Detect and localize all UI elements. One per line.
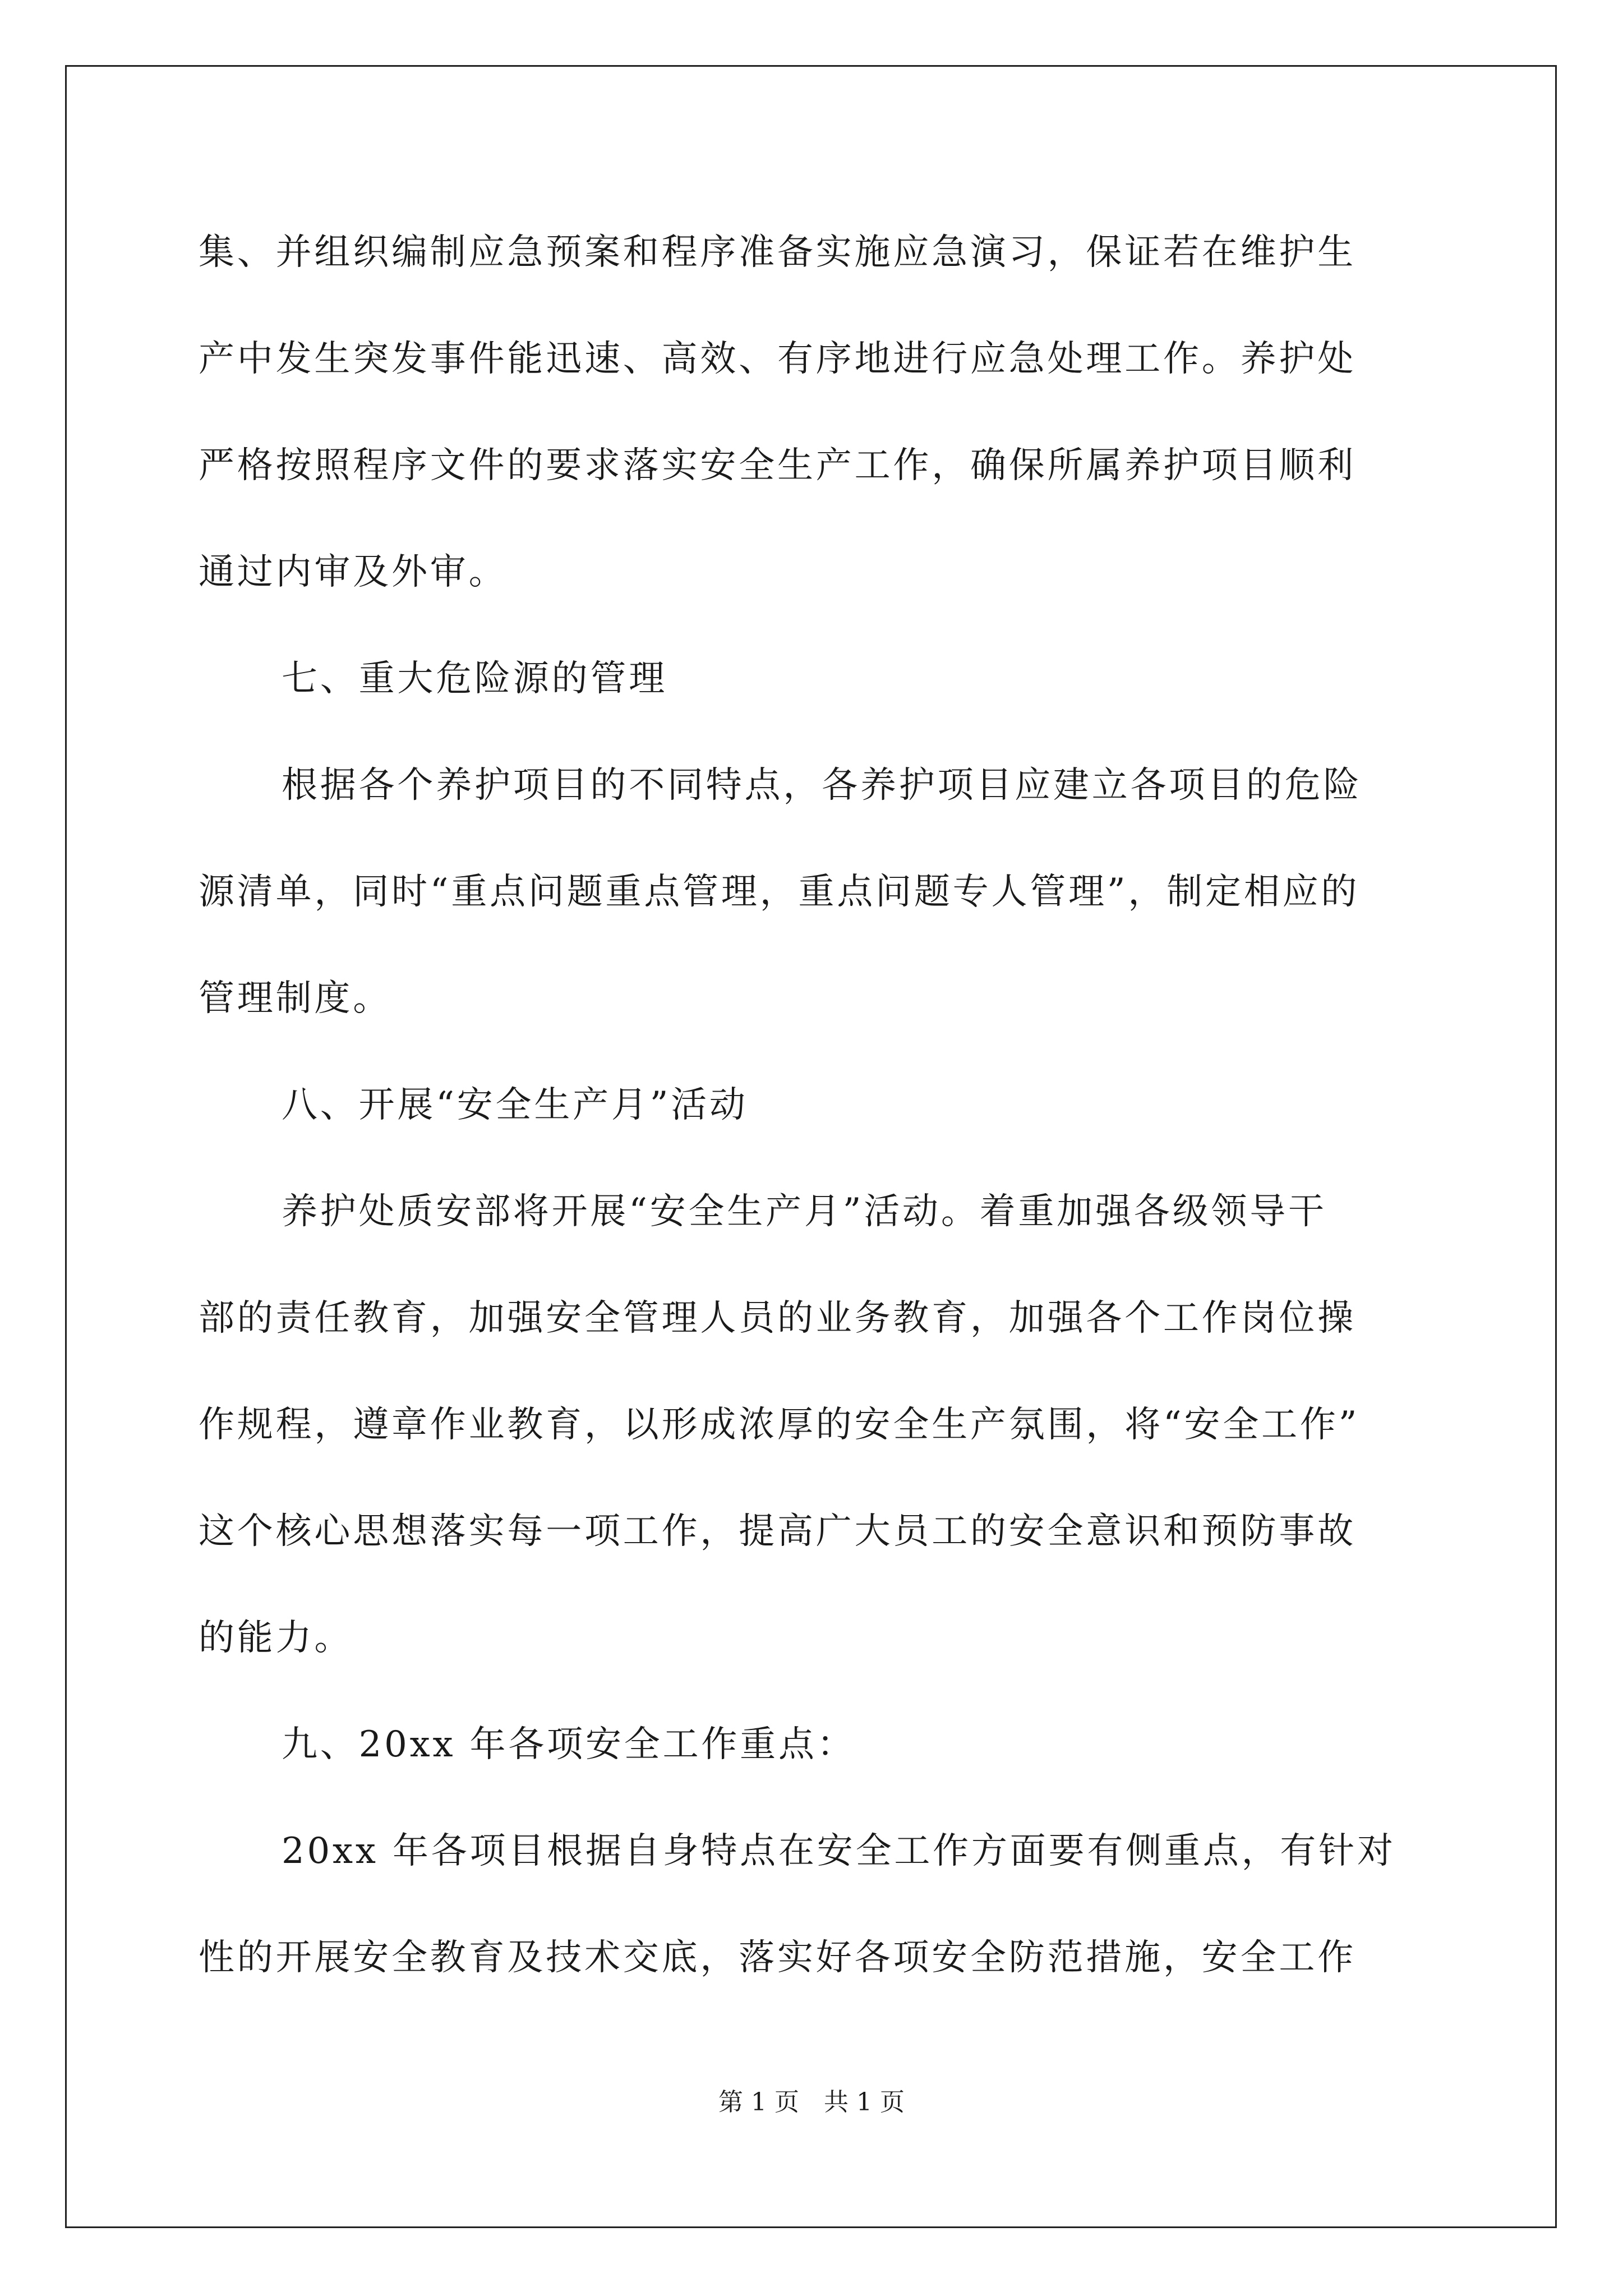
text-line: 严格按照程序文件的要求落实安全生产工作，确保所属养护项目顺利 bbox=[199, 445, 1356, 486]
text-line: 源清单，同时“重点问题重点管理，重点问题专人管理”，制定相应的 bbox=[199, 871, 1360, 913]
text-line: 作规程，遵章作业教育，以形成浓厚的安全生产氛围，将“安全工作” bbox=[199, 1404, 1360, 1446]
text-line: 养护处质安部将开展“安全生产月”活动。着重加强各级领导干 bbox=[282, 1191, 1327, 1232]
text-line: 产中发生突发事件能迅速、高效、有序地进行应急处理工作。养护处 bbox=[199, 338, 1356, 380]
text-line: 通过内审及外审。 bbox=[199, 551, 508, 593]
section-heading: 九、20xx 年各项安全工作重点： bbox=[282, 1724, 856, 1765]
text-line: 这个核心思想落实每一项工作，提高广大员工的安全意识和预防事故 bbox=[199, 1511, 1356, 1552]
text-line: 性的开展安全教育及技术交底，落实好各项安全防范措施，安全工作 bbox=[199, 1937, 1356, 1978]
document-body bbox=[199, 199, 1432, 2011]
text-line: 20xx 年各项目根据自身特点在安全工作方面要有侧重点，有针对 bbox=[282, 1830, 1396, 1872]
text-line: 部的责任教育，加强安全管理人员的业务教育，加强各个工作岗位操 bbox=[199, 1297, 1356, 1339]
text-line: 的能力。 bbox=[199, 1617, 353, 1659]
text-line: 根据各个养护项目的不同特点，各养护项目应建立各项目的危险 bbox=[282, 765, 1362, 806]
page-footer: 第 1 页 共 1 页 bbox=[718, 2088, 905, 2116]
text-line: 集、并组织编制应急预案和程序准备实施应急演习，保证若在维护生 bbox=[199, 232, 1356, 273]
section-heading: 八、开展“安全生产月”活动 bbox=[282, 1084, 748, 1126]
section-heading: 七、重大危险源的管理 bbox=[282, 658, 667, 700]
text-line: 管理制度。 bbox=[199, 978, 391, 1019]
